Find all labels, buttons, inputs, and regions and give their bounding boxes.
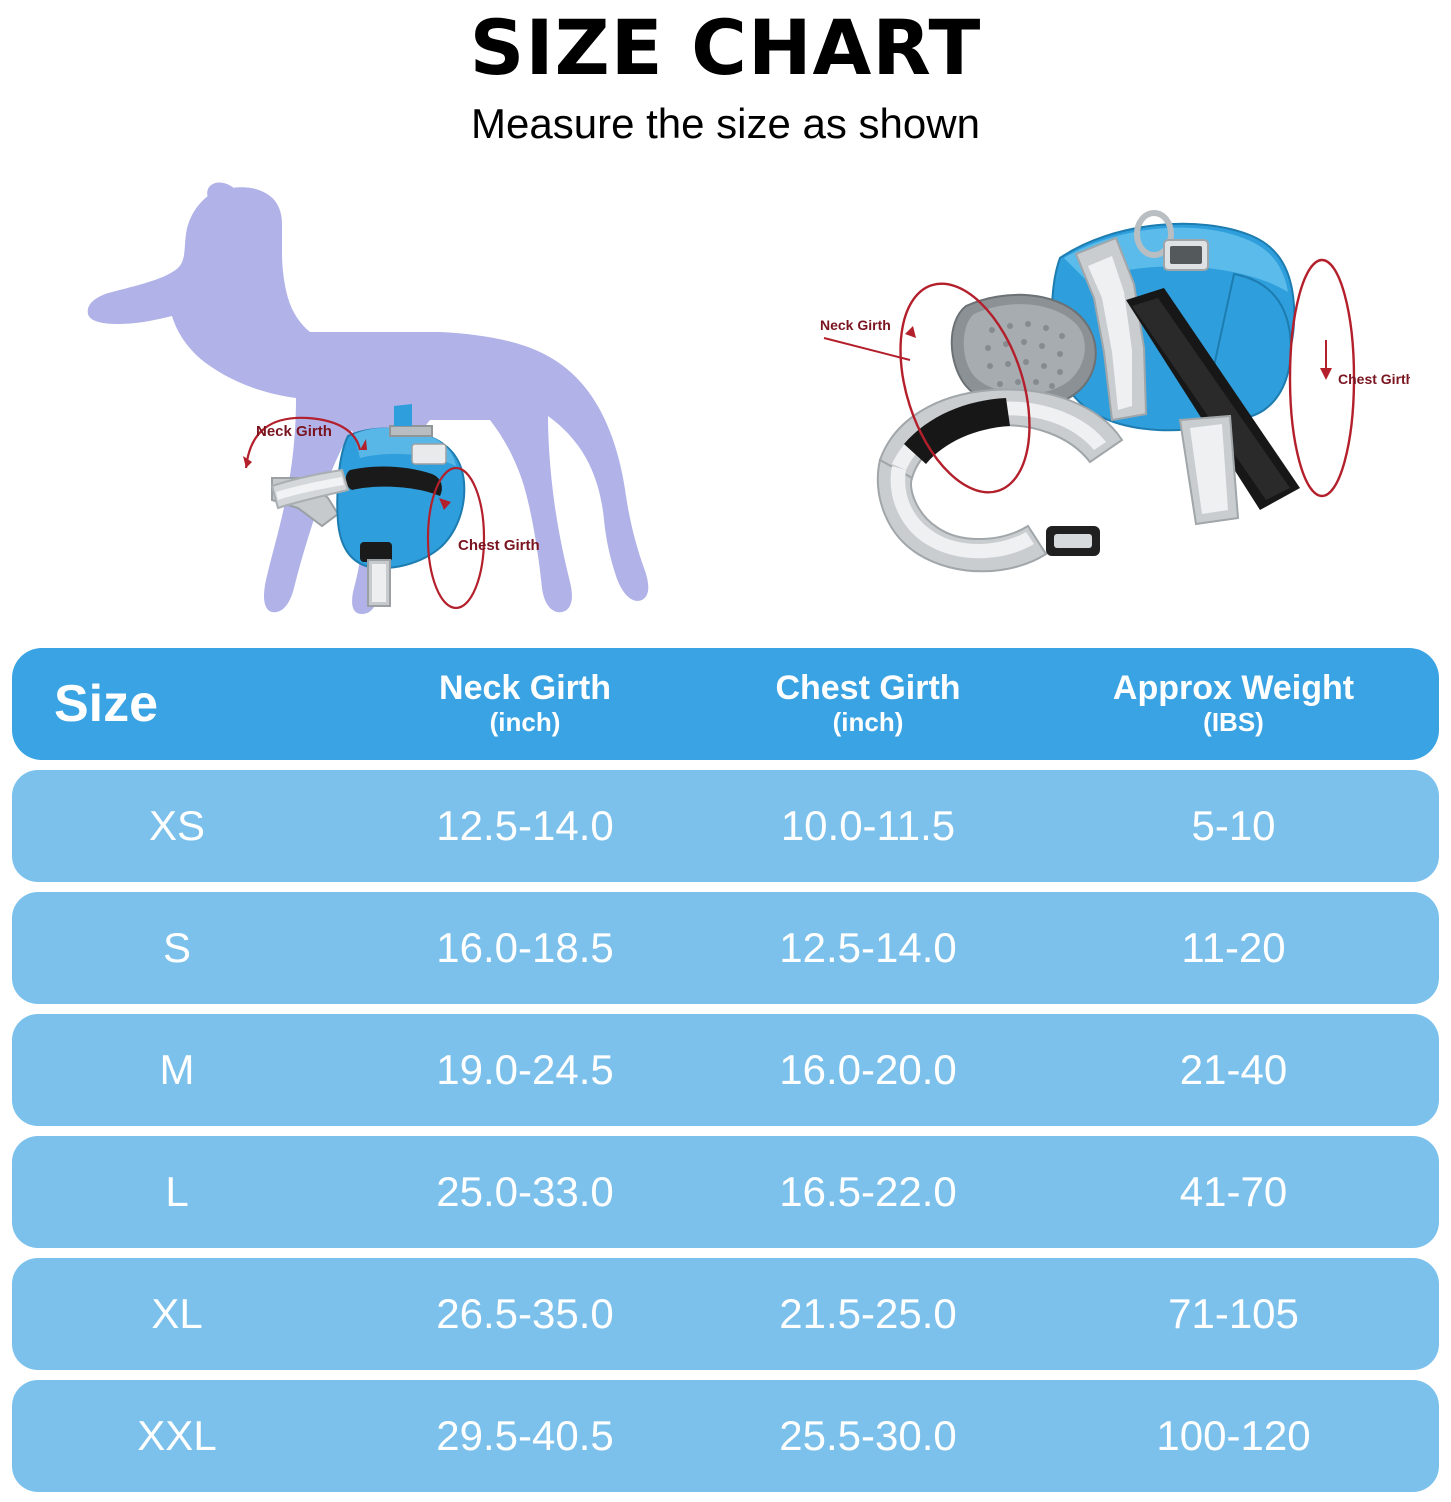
header-cell-size: Size	[54, 675, 159, 733]
cell-neck: 29.5-40.5	[436, 1412, 614, 1459]
cell-size: L	[165, 1168, 189, 1215]
cell-weight: 71-105	[1168, 1290, 1299, 1337]
header-weight-main: Approx Weight	[1112, 668, 1355, 707]
cell-neck: 19.0-24.5	[436, 1046, 614, 1093]
page-title: SIZE CHART	[469, 3, 982, 92]
page-subtitle: Measure the size as shown	[471, 100, 980, 147]
table-row	[12, 1380, 1439, 1492]
cell-size: S	[162, 924, 191, 971]
table-row	[12, 1258, 1439, 1370]
cell-chest: 21.5-25.0	[779, 1290, 957, 1337]
chest-girth-label-right: Chest Girth	[1338, 371, 1410, 387]
neck-girth-label-left: Neck Girth	[256, 423, 332, 440]
cell-chest: 16.5-22.0	[779, 1168, 957, 1215]
neck-girth-label-right: Neck Girth	[820, 317, 891, 333]
header-chest-main: Chest Girth	[775, 668, 961, 707]
header-chest-unit: (inch)	[832, 707, 904, 738]
header-neck-main: Neck Girth	[439, 668, 611, 707]
table-row	[12, 770, 1439, 882]
cell-chest: 12.5-14.0	[779, 924, 957, 971]
cell-neck: 25.0-33.0	[436, 1168, 614, 1215]
header	[0, 0, 1451, 148]
size-table	[12, 648, 1439, 1502]
cell-neck: 12.5-14.0	[436, 802, 614, 849]
header-cell-neck	[342, 670, 708, 739]
cell-size: XXL	[137, 1412, 217, 1459]
table-row	[12, 1014, 1439, 1126]
cell-weight: 21-40	[1179, 1046, 1288, 1093]
cell-weight: 41-70	[1179, 1168, 1288, 1215]
cell-neck: 26.5-35.0	[436, 1290, 614, 1337]
header-cell-weight	[1028, 670, 1439, 739]
cell-size: XL	[151, 1290, 203, 1337]
header-weight-unit: (IBS)	[1203, 707, 1264, 738]
table-row	[12, 1136, 1439, 1248]
cell-size: M	[159, 1046, 195, 1093]
cell-weight: 100-120	[1156, 1412, 1311, 1459]
cell-neck: 16.0-18.5	[436, 924, 614, 971]
header-cell-chest	[708, 670, 1028, 739]
table-row	[12, 892, 1439, 1004]
dog-silhouette-svg	[60, 168, 700, 648]
cell-chest: 16.0-20.0	[779, 1046, 957, 1093]
cell-weight: 11-20	[1181, 924, 1286, 971]
cell-size: XS	[148, 802, 206, 849]
cell-chest: 25.5-30.0	[779, 1412, 957, 1459]
harness-product-diagram	[760, 188, 1410, 608]
harness-product-svg	[760, 188, 1410, 608]
chest-girth-label-left: Chest Girth	[458, 537, 540, 554]
dog-silhouette-diagram	[60, 168, 700, 648]
header-neck-unit: (inch)	[489, 707, 561, 738]
table-header-row	[12, 648, 1439, 760]
cell-weight: 5-10	[1191, 802, 1276, 849]
illustration-area	[0, 158, 1451, 658]
cell-chest: 10.0-11.5	[780, 802, 956, 849]
